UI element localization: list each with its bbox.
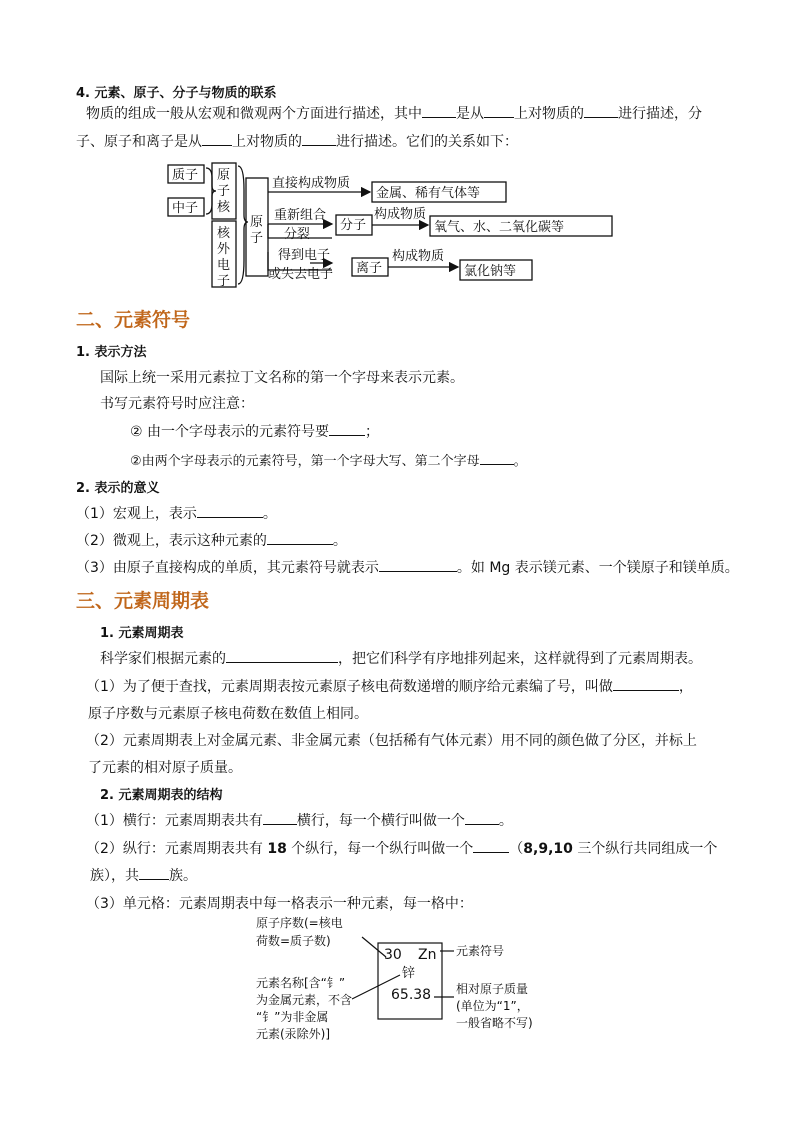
label-name-4: 元素(汞除外)] — [256, 1027, 331, 1041]
section3-p1: 科学家们根据元素的 ，把它们科学有序地排列起来，这样就得到了元素周期表。 — [100, 648, 702, 668]
atomic-number: 30 — [384, 947, 402, 963]
section3-sub2: 2. 元素周期表的结构 — [100, 788, 223, 803]
proton-label: 质子 — [172, 168, 199, 183]
direct-label: 直接构成物质 — [272, 176, 351, 191]
meaning-2: （2）微观上，表示这种元素的 。 — [76, 530, 347, 550]
fill-blank[interactable] — [139, 865, 169, 880]
nucleus-char3: 核 — [217, 200, 231, 215]
constitute1-label: 构成物质 — [374, 207, 427, 222]
ion-examples-label: 氯化钠等 — [464, 264, 517, 279]
section3-title: 三、元素周期表 — [76, 590, 210, 612]
fill-blank[interactable] — [613, 676, 679, 691]
fill-blank[interactable] — [480, 450, 514, 465]
fill-blank[interactable] — [302, 131, 336, 146]
fill-blank[interactable] — [422, 103, 456, 118]
atomic-mass: 65.38 — [391, 987, 432, 1003]
label-mass-2: (单位为“1”， — [456, 999, 529, 1013]
fill-blank[interactable] — [584, 103, 618, 118]
fill-blank[interactable] — [267, 530, 333, 545]
label-number-2: 荷数=质子数) — [256, 934, 331, 948]
part4-para-line1: 物质的组成一般从宏观和微观两个方面进行描述，其中 是从 上对物质的 进行描述，分 — [86, 103, 702, 123]
nucleus-char1: 原 — [217, 168, 231, 183]
metals-label: 金属、稀有气体等 — [376, 186, 481, 201]
relationship-diagram — [160, 160, 620, 288]
fill-blank[interactable] — [484, 103, 514, 118]
fill-blank[interactable] — [263, 810, 297, 825]
fill-blank[interactable] — [465, 810, 499, 825]
section3-p2a: （1）为了便于查找，元素周期表按元素原子核电荷数递增的顺序给元素编了号，叫做 ， — [86, 676, 693, 696]
section2-line2: 书写元素符号时应注意： — [100, 396, 254, 412]
split-label: 分裂 — [284, 227, 311, 242]
fill-blank[interactable] — [473, 838, 509, 853]
ion-label: 离子 — [356, 261, 383, 276]
electron-char4: 子 — [217, 274, 231, 288]
structure-2-cont: 族），共 族。 — [90, 865, 197, 885]
section2-line1: 国际上统一采用元素拉丁文名称的第一个字母来表示元素。 — [100, 370, 464, 386]
section2-item1: ② 由一个字母表示的元素符号要 ； — [130, 421, 379, 441]
section3-p2b: 原子序数与元素原子核电荷数在数值上相同。 — [88, 706, 368, 722]
part4-para-line2: 子、原子和离子是从 上对物质的 进行描述。它们的关系如下： — [76, 131, 518, 151]
section2-sub2: 2. 表示的意义 — [76, 481, 160, 496]
fill-blank[interactable] — [202, 131, 232, 146]
electron-char2: 外 — [217, 242, 231, 257]
molecule-label: 分子 — [340, 218, 367, 233]
structure-1: （1）横行：元素周期表共有 横行，每一个横行叫做一个 。 — [86, 810, 513, 830]
meaning-3: （3）由原子直接构成的单质，其元素符号就表示 。如 Mg 表示镁元素、一个镁原子和镁单质。 — [76, 557, 739, 577]
section3-sub1: 1. 元素周期表 — [100, 626, 184, 641]
lose-label: 或失去电子 — [268, 267, 334, 282]
element-symbol: Zn — [418, 947, 437, 963]
molecule-examples-label: 氧气、水、二氧化碳等 — [434, 220, 565, 235]
fill-blank[interactable] — [226, 648, 338, 663]
electron-char1: 核 — [217, 226, 231, 241]
section3-p3b: 了元素的相对原子质量。 — [88, 760, 242, 776]
structure-2: （2）纵行：元素周期表共有 18 个纵行，每一个纵行叫做一个 （8,9,10 三个纵行共同组成一个 — [86, 838, 717, 858]
meaning-1: （1）宏观上，表示 。 — [76, 503, 277, 523]
label-symbol: 元素符号 — [456, 944, 505, 958]
section2-sub1: 1. 表示方法 — [76, 345, 147, 360]
label-number-1: 原子序数(=核电 — [256, 916, 343, 930]
recombine-label: 重新组合 — [274, 208, 327, 223]
heading-part4: 4. 元素、原子、分子与物质的联系 — [76, 86, 277, 101]
label-name-1: 元素名称[含“钅” — [256, 976, 346, 990]
fill-blank[interactable] — [197, 503, 263, 518]
section2-item2: ②由两个字母表示的元素符号，第一个字母大写、第二个字母 。 — [130, 450, 527, 469]
electron-char3: 电 — [217, 258, 231, 273]
label-name-3: “钅”为非金属 — [256, 1010, 329, 1024]
structure-3: （3）单元格：元素周期表中每一格表示一种元素，每一格中： — [86, 896, 473, 912]
constitute2-label: 构成物质 — [392, 249, 445, 264]
label-mass-1: 相对原子质量 — [456, 982, 529, 996]
element-cell-diagram — [250, 915, 580, 1045]
element-name: 锌 — [402, 966, 416, 981]
label-name-2: 为金属元素，不含 — [256, 993, 353, 1007]
label-mass-3: 一般省略不写) — [456, 1016, 533, 1030]
section3-p3a: （2）元素周期表上对金属元素、非金属元素（包括稀有气体元素）用不同的颜色做了分区，并标上 — [86, 733, 697, 749]
neutron-label: 中子 — [172, 201, 199, 216]
atom-char1: 原 — [250, 215, 264, 230]
fill-blank[interactable] — [379, 557, 457, 572]
fill-blank[interactable] — [329, 421, 365, 436]
nucleus-char2: 子 — [217, 184, 231, 199]
atom-char2: 子 — [250, 231, 264, 246]
gain-label: 得到电子 — [278, 248, 331, 263]
section2-title: 二、元素符号 — [76, 309, 191, 331]
